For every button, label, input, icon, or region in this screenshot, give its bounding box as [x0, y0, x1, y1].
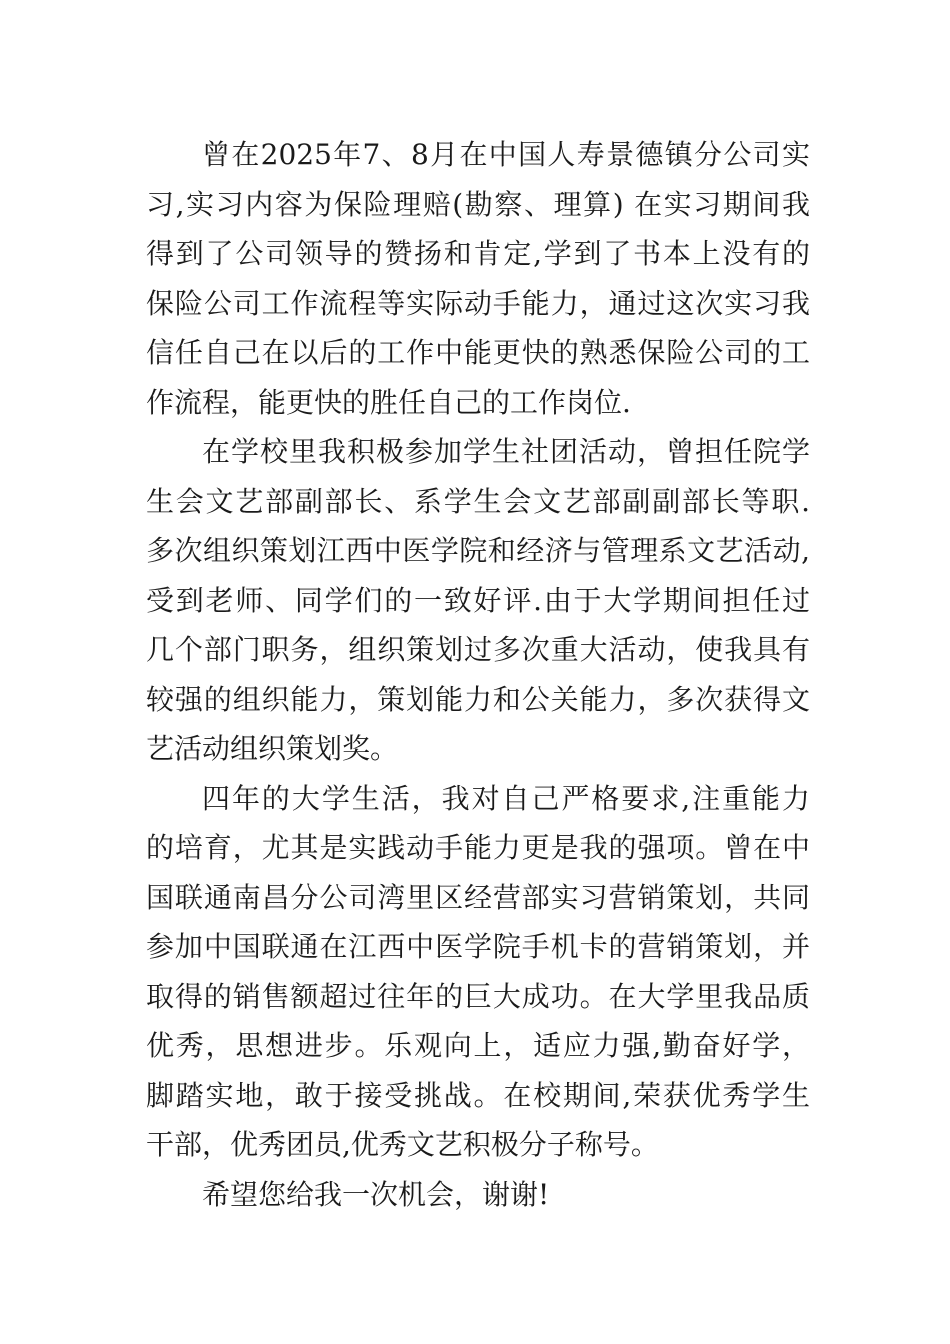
text-line: 取得的销售额超过往年的巨大成功。在大学里我品质 — [146, 979, 810, 1013]
text-line: 干部，优秀团员,优秀文艺积极分子称号。 — [146, 1128, 659, 1161]
text-line: 在学校里我积极参加学生社团活动，曾担任院学 — [202, 435, 810, 468]
text-line: 作流程，能更快的胜任自己的工作岗位. — [146, 385, 631, 419]
text-line: 几个部门职务，组织策划过多次重大活动，使我具有 — [146, 633, 810, 666]
text-line: 参加中国联通在江西中医学院手机卡的营销策划，并 — [146, 930, 810, 963]
text-line: 曾在2025年7、8月在中国人寿景德镇分公司实 — [202, 138, 810, 171]
text-line: 艺活动组织策划奖。 — [146, 732, 399, 765]
text-line: 优秀，思想进步。乐观向上，适应力强,勤奋好学， — [146, 1029, 810, 1062]
text-line: 的培育，尤其是实践动手能力更是我的强项。曾在中 — [146, 831, 810, 864]
text-line: 信任自己在以后的工作中能更快的熟悉保险公司的工 — [146, 336, 810, 369]
text-line: 希望您给我一次机会，谢谢! — [202, 1177, 550, 1211]
text-line: 脚踏实地，敢于接受挑战。在校期间,荣获优秀学生 — [146, 1078, 810, 1112]
paragraph-university-life — [146, 774, 810, 1170]
text-line: 得到了公司领导的赞扬和肯定,学到了书本上没有的 — [146, 237, 810, 270]
text-line: 生会文艺部副部长、系学生会文艺部副副部长等职. — [146, 484, 810, 518]
text-line: 多次组织策划江西中医学院和经济与管理系文艺活动, — [146, 534, 810, 567]
text-line: 受到老师、同学们的一致好评.由于大学期间担任过 — [146, 583, 810, 617]
paragraph-closing — [146, 1170, 810, 1220]
text-line: 较强的组织能力，策划能力和公关能力，多次获得文 — [146, 682, 810, 716]
text-line: 习,实习内容为保险理赔(勘察、理算) 在实习期间我 — [146, 187, 810, 221]
text-line: 保险公司工作流程等实际动手能力，通过这次实习我 — [146, 286, 810, 320]
paragraph-internship — [146, 130, 810, 427]
text-line: 四年的大学生活，我对自己严格要求,注重能力 — [202, 781, 810, 815]
paragraph-student-activities — [146, 427, 810, 774]
document-body — [146, 130, 810, 1219]
text-line: 国联通南昌分公司湾里区经营部实习营销策划，共同 — [146, 880, 810, 914]
